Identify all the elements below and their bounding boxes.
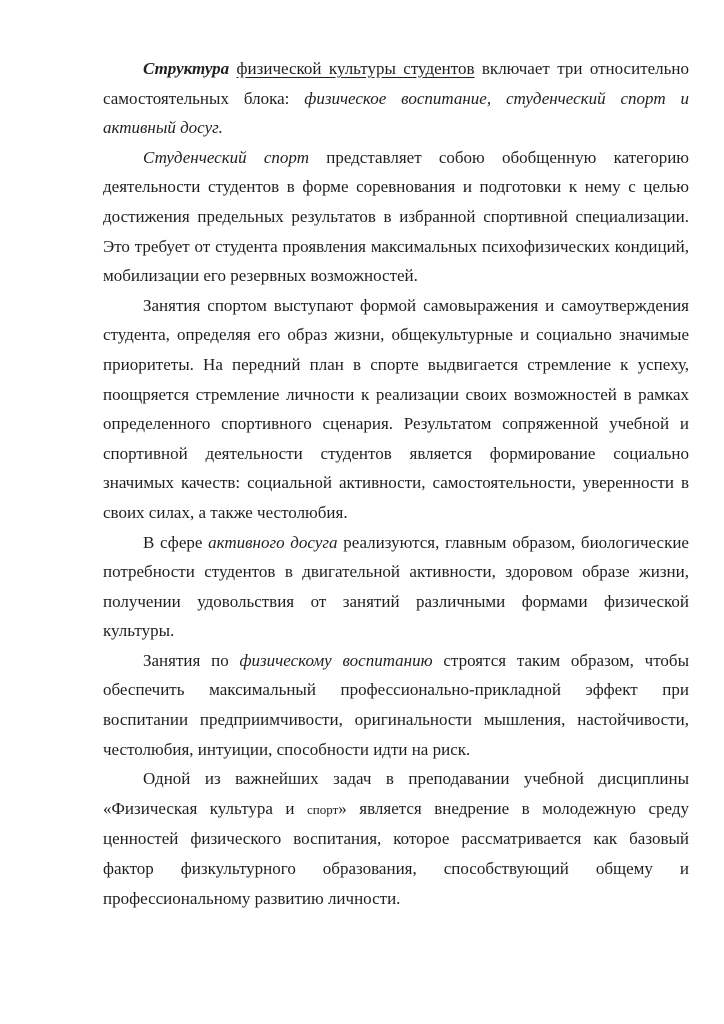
text-run: представляет собою обобщенную категорию деятельности студентов в форме соревнования и подготовки к нему с целью достижения предельных результатов в избранной спортивной специализации. Это требует от студента проявления максимальных психофизических кондиций, мобилизации его резервных возможностей. bbox=[103, 147, 690, 286]
paragraph bbox=[103, 528, 689, 646]
paragraph bbox=[103, 646, 689, 764]
text-run: строятся таким образом, чтобы обеспечить максимальный профессионально-прикладной эффект при воспитании предприимчивости, оригинальности мышления, настойчивости, честолюбия, интуиции, способности идти на риск. bbox=[103, 650, 690, 759]
paragraph bbox=[103, 291, 689, 528]
paragraph bbox=[103, 143, 689, 291]
text-run: физическому воспитанию bbox=[239, 650, 433, 670]
text-run: В сфере bbox=[143, 532, 209, 552]
paragraph bbox=[103, 54, 689, 143]
text-run: включает три относительно самостоятельных блока: bbox=[103, 59, 689, 108]
text-run: физическое воспитание, студенческий спорт и активный досуг. bbox=[103, 88, 690, 138]
text-run: спорт bbox=[307, 801, 339, 817]
text-run: реализуются, главным образом, биологические потребности студентов в двигательной активности, здоровом образе жизни, получении удовольствия от занятий различными формами физической культуры. bbox=[103, 532, 689, 641]
text-run: Занятия спортом выступают формой самовыражения и самоутверждения студента, определяя его образ жизни, общекультурные и социально значимые приоритеты. На передний план в спорте выдвигается стремление к успеху, поощряется стремление личности к реализации своих возможностей в рамках определенного спортивного сценария. Результатом сопряженной учебной и спортивной деятельности студентов является формирование социально значимых качеств: социальной активности, самостоятельности, уверенности в своих силах, а также честолюбия. bbox=[103, 295, 689, 522]
text-run: Одной из важнейших задач в преподавании учебной дисциплины «Физическая культура и bbox=[103, 769, 689, 818]
text-run: Студенческий спорт bbox=[143, 147, 309, 167]
text-run bbox=[229, 59, 236, 78]
paragraph bbox=[103, 764, 689, 913]
document-text-block bbox=[103, 54, 689, 913]
text-run: физической культуры студентов bbox=[236, 59, 475, 78]
text-run: Занятия по bbox=[143, 650, 240, 670]
text-run: » является внедрение в молодежную среду ценностей физического воспитания, которое рассматривается как базовый фактор физкультурного образования, способствующий общему и профессиональному развитию личности. bbox=[103, 798, 689, 908]
text-run: активного досуга bbox=[208, 532, 338, 552]
text-run: Структура bbox=[143, 59, 230, 78]
